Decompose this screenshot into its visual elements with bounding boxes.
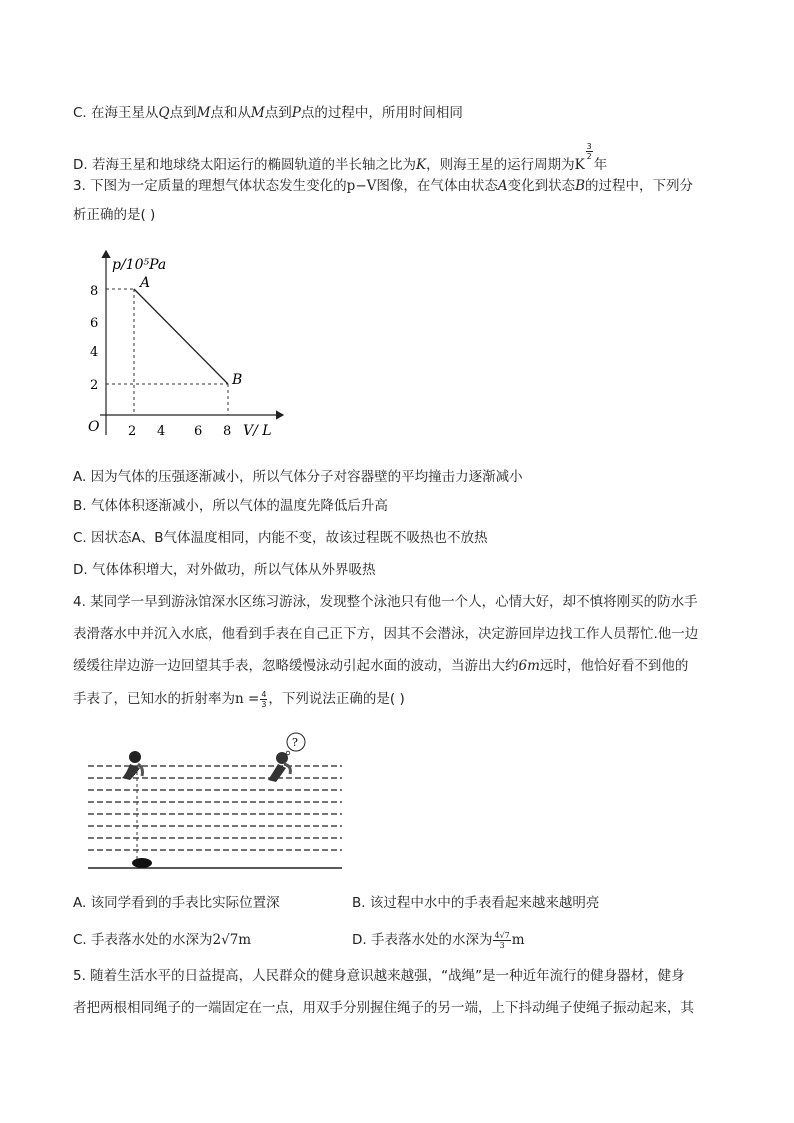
q4-option-b: B. 该过程中水中的手表看起来越来越明亮	[352, 895, 600, 911]
swimming-pool-figure	[86, 728, 346, 873]
q3-option-d: D. 气体体积增大，对外做功，所以气体从外界吸热	[73, 562, 376, 578]
q2-option-d: D. 若海王星和地球绕太阳运行的椭圆轨道的半长轴之比为K，则海王星的运行周期为K $\frac{3}{2}$ 年	[73, 142, 608, 173]
q4-line3: 缓缓往岸边游一边回望其手表，忽略缓慢泳动引起水面的波动，当游出大约6m远时，他恰好看不到他的	[73, 658, 689, 674]
pv-graph	[80, 245, 290, 445]
q4-option-d: D. 手表落水处的水深为 $\frac{4√7}{3}$ m	[352, 930, 525, 950]
x-tick-label: 4	[157, 424, 166, 439]
point-a-label: A	[140, 275, 151, 291]
q2-option-c: C. 在海王星从Q点到M点和从M点到P点的过程中，所用时间相同	[73, 105, 463, 121]
q4-line1: 4. 某同学一早到游泳馆深水区练习游泳，发现整个泳池只有他一个人，心情大好，却不慎将刚买的防水手	[73, 594, 698, 610]
point-b-label: B	[232, 372, 243, 388]
q4-option-c: C. 手表落水处的水深为2√7m	[73, 932, 252, 948]
y-tick-label: 4	[90, 345, 99, 360]
y-tick-label: 2	[90, 378, 99, 393]
q5-line1: 5. 随着生活水平的日益提高，人民群众的健身意识越来越强，“战绳”是一种近年流行的健身器材，健身	[73, 968, 685, 984]
origin-label: O	[88, 419, 100, 435]
x-tick-label: 6	[194, 424, 203, 439]
x-tick-label: 2	[128, 424, 137, 439]
x-tick-label: 8	[223, 424, 232, 439]
q3-stem-line1: 3. 下图为一定质量的理想气体状态发生变化的p−V图像，在气体由状态A变化到状态B的过程中，下列分	[73, 178, 694, 194]
q3-stem-line2: 析正确的是( )	[73, 207, 156, 223]
q4-option-a: A. 该同学看到的手表比实际位置深	[73, 895, 280, 911]
q4-line2: 表滑落水中并沉入水底，他看到手表在自己正下方，因其不会潜泳，决定游回岸边找工作人员帮忙.他一边	[73, 626, 699, 642]
q3-option-b: B. 气体体积逐渐减小，所以气体的温度先降低后升高	[73, 498, 388, 514]
thought-bubble	[286, 733, 305, 755]
q5-line2: 者把两根相同绳子的一端固定在一点，用双手分别握住绳子的另一端，上下抖动绳子使绳子振动起来，其	[73, 1000, 694, 1016]
y-axis-label: p/10⁵Pa	[112, 257, 167, 273]
q3-option-a: A. 因为气体的压强逐渐减小，所以气体分子对容器壁的平均撞击力逐渐减小	[73, 469, 523, 485]
q3-option-c: C. 因状态A、B气体温度相同，内能不变，故该过程既不吸热也不放热	[73, 530, 488, 546]
q4-line4: 手表了，已知水的折射率为n = $\frac{4}{3}$ ，下列说法正确的是( )	[73, 689, 405, 709]
exponent-fraction: $\frac{3}{2}$	[586, 142, 592, 161]
process-line-ab	[134, 289, 228, 384]
watch	[132, 858, 152, 868]
y-tick-label: 6	[90, 316, 99, 331]
y-tick-label: 8	[90, 284, 99, 299]
bubble-question: ?	[292, 736, 298, 749]
x-axis-label: V/ L	[243, 423, 272, 439]
